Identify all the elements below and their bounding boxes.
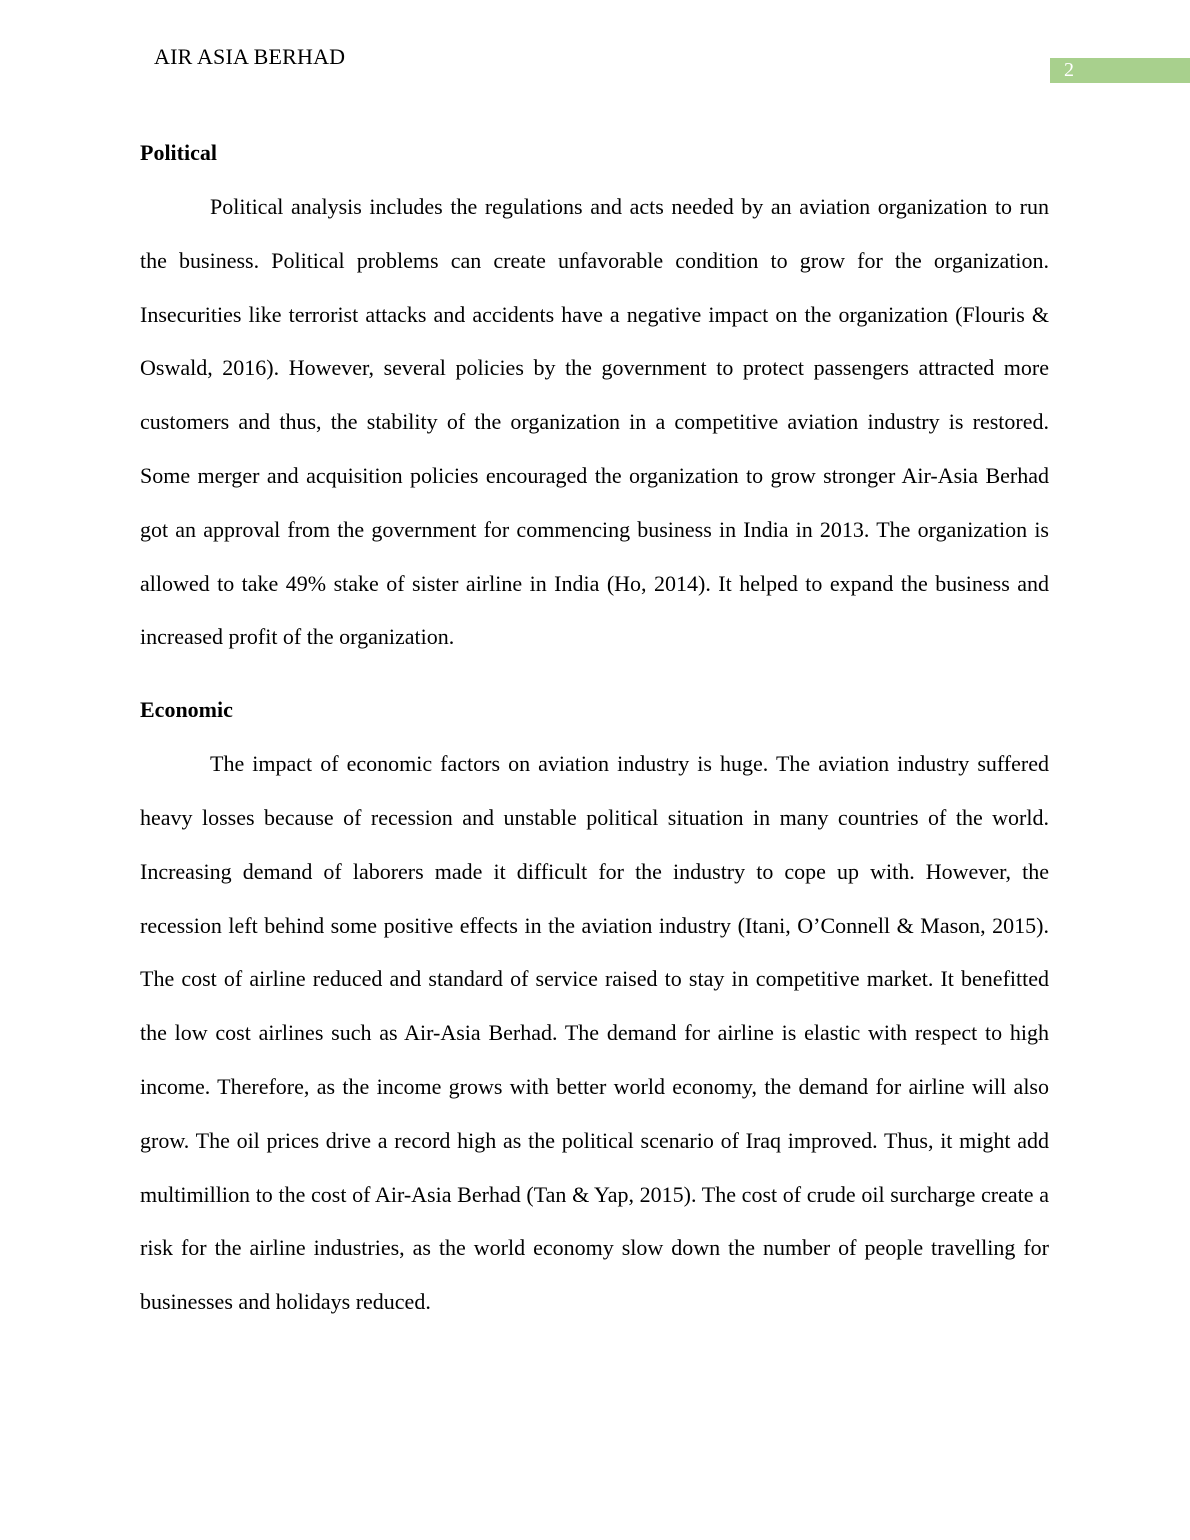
page-number: 2 [1064,59,1074,81]
section-economic [140,683,1049,1329]
paragraph-economic: The impact of economic factors on aviation industry is huge. The aviation industry suffered heavy losses because of recession and unstable political situation in many countries of the world. Increasing demand of laborers made it difficult for the industry to cope up with. However, the recession left behind some positive effects in the aviation industry (Itani, O’Connell & Mason, 2015). The cost of airline reduced and standard of service raised to stay in competitive market. It benefitted the low cost airlines such as Air-Asia Berhad. The demand for airline is elastic with respect to high income. Therefore, as the income grows with better world economy, the demand for airline will also grow. The oil prices drive a record high as the political scenario of Iraq improved. Thus, it might add multimillion to the cost of Air-Asia Berhad (Tan & Yap, 2015). The cost of crude oil surcharge create a risk for the airline industries, as the world economy slow down the number of people travelling for businesses and holidays reduced. [140,751,1049,1315]
section-heading-political: Political [140,140,217,165]
section-political [140,126,1049,664]
page-number-badge [1050,58,1190,83]
document-body [140,126,1049,1329]
section-heading-economic: Economic [140,697,233,723]
paragraph-political: Political analysis includes the regulations and acts needed by an aviation organization to run the business. Political problems can create unfavorable condition to grow for the organization. Insecurities like terrorist attacks and accidents have a negative impact on the organization (Flouris & Oswald, 2016). However, several policies by the government to protect passengers attracted more customers and thus, the stability of the organization in a competitive aviation industry is restored. Some merger and acquisition policies encouraged the organization to grow stronger Air-Asia Berhad got an approval from the government for commencing business in India in 2013. The organization is allowed to take 49% stake of sister airline in India (Ho, 2014). It helped to expand the business and increased profit of the organization. [140,194,1049,650]
running-head: AIR ASIA BERHAD [154,44,346,69]
